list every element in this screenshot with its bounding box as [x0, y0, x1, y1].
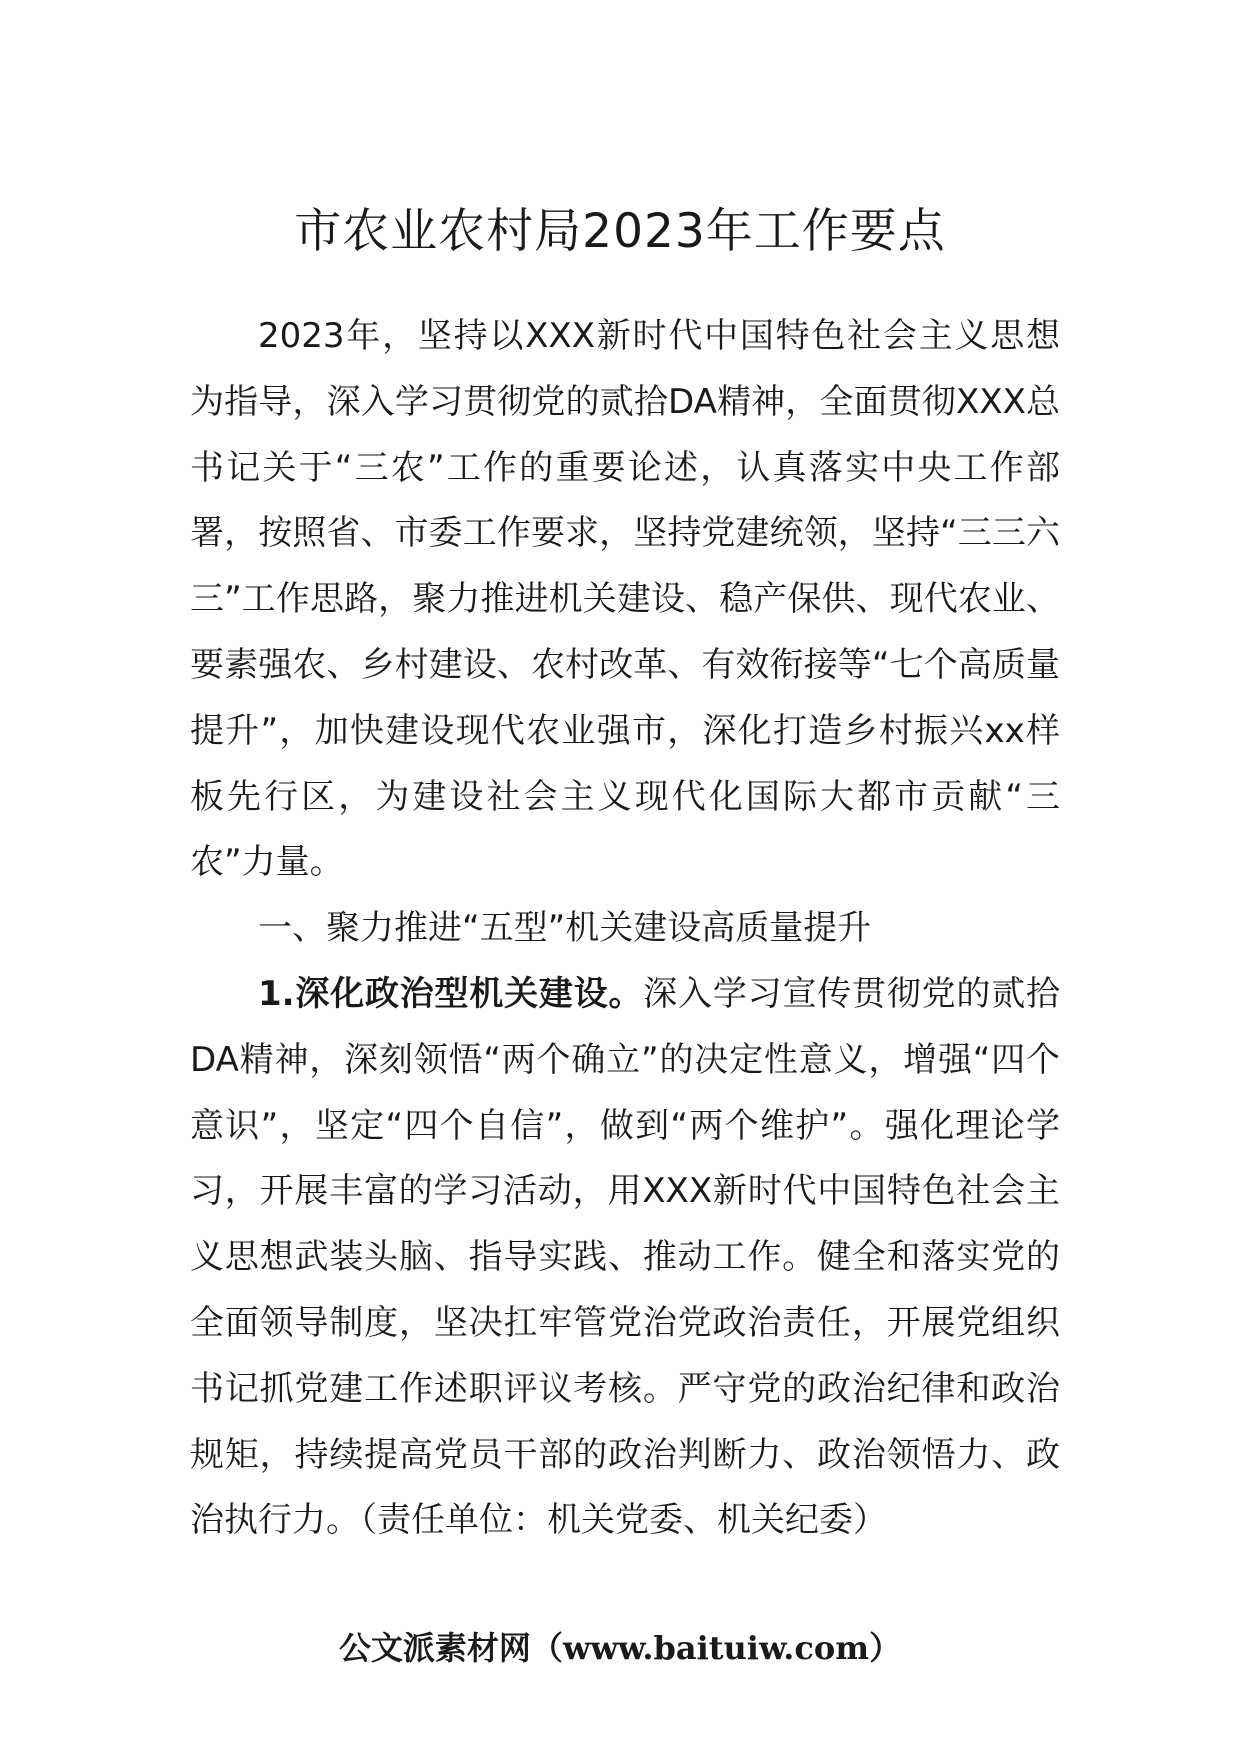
item-lead: 1.深化政治型机关建设。: [258, 973, 644, 1014]
item-text: 深入学习宣传贯彻党的贰拾DA精神，深刻领悟“两个确立”的决定性意义，增强“四个意识”，坚定“四个自信”，做到“两个维护”。强化理论学习，开展丰富的学习活动，用XXX新时代中国特色社会主义思想武装头脑、指导实践、推动工作。健全和落实党的全面领导制度，坚决扛牢管党治党政治责任，开展党组织书记抓党建工作述职评议考核。严守党的政治纪律和政治规矩，持续提高党员干部的政治判断力、政治领悟力、政治执行力。（责任单位：机关党委、机关纪委）: [190, 973, 1061, 1541]
footer-watermark: [0, 1626, 1240, 1670]
document-title: 市农业农村局2023年工作要点: [294, 204, 946, 259]
intro-paragraph: 2023年，坚持以XXX新时代中国特色社会主义思想为指导，深入学习贯彻党的贰拾DA精神，全面贯彻XXX总书记关于“三农”工作的重要论述，认真落实中央工作部署，按照省、市委工作要求，坚持党建统领，坚持“三三六三”工作思路，聚力推进机关建设、稳产保供、现代农业、要素强农、乡村建设、农村改革、有效衔接等“七个高质量提升”，加快建设现代农业强市，深化打造乡村振兴xx样板先行区，为建设社会主义现代化国际大都市贡献“三农”力量。: [190, 316, 1060, 883]
footer-site-name: 公文派素材网: [338, 1629, 531, 1667]
document-body: [190, 304, 1060, 1554]
footer-paren-open: （: [530, 1629, 563, 1667]
footer-url: www.baituiw.com: [562, 1629, 870, 1667]
footer-paren-close: ）: [869, 1629, 902, 1667]
section-heading: 一、聚力推进“五型”机关建设高质量提升: [258, 908, 872, 949]
item-paragraph: [190, 962, 1060, 1554]
